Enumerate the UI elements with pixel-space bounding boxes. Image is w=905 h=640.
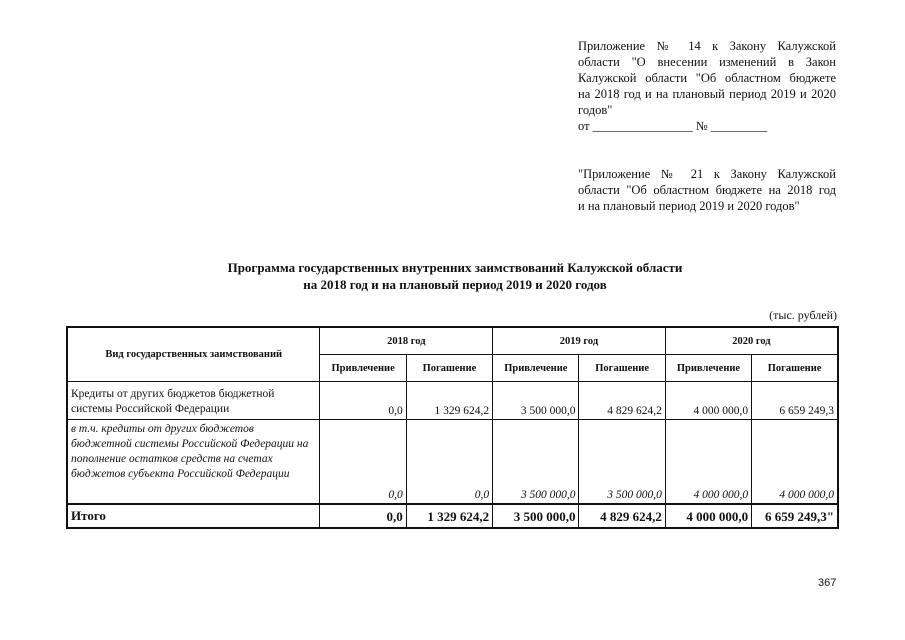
header-attraction-2020: Привлечение [665, 355, 751, 382]
table-row [67, 420, 838, 504]
annex1-line: области "О внесении изменений в Закон [578, 55, 836, 69]
annex2-line: и на плановый период 2019 и 2020 годов" [578, 199, 800, 213]
total-value: 6 659 249,3" [752, 504, 838, 528]
cell-value: 3 500 000,0 [493, 382, 579, 420]
total-value: 4 000 000,0 [665, 504, 751, 528]
header-year-2020: 2020 год [665, 327, 838, 355]
annex1-line: Приложение № 14 к Закону Калужской [578, 39, 836, 53]
annex-header-2 [578, 166, 836, 214]
total-value: 0,0 [320, 504, 406, 528]
header-repayment-2019: Погашение [579, 355, 665, 382]
header-borrowing-type: Вид государственных заимствований [67, 327, 320, 382]
units-note: (тыс. рублей) [769, 308, 837, 322]
cell-value: 4 000 000,0 [752, 420, 838, 504]
annex2-line: области "Об областном бюджете на 2018 год [578, 183, 836, 197]
header-year-2018: 2018 год [320, 327, 493, 355]
cell-value: 0,0 [320, 382, 406, 420]
cell-value: 0,0 [406, 420, 492, 504]
header-attraction-2018: Привлечение [320, 355, 406, 382]
title-line-2: на 2018 год и на плановый период 2019 и 2020 годов [303, 277, 607, 292]
header-repayment-2020: Погашение [752, 355, 838, 382]
annex1-line: на 2018 год и на плановый период 2019 и 2020 [578, 87, 836, 101]
total-label: Итого [67, 504, 320, 528]
cell-value: 4 829 624,2 [579, 382, 665, 420]
header-repayment-2018: Погашение [406, 355, 492, 382]
cell-value: 4 000 000,0 [665, 382, 751, 420]
page-number: 367 [818, 577, 837, 589]
title-line-1: Программа государственных внутренних заимствований Калужской области [227, 260, 683, 275]
total-value: 3 500 000,0 [493, 504, 579, 528]
cell-value: 6 659 249,3 [752, 382, 838, 420]
row-label: Кредиты от других бюджетов бюджетной системы Российской Федерации [67, 382, 320, 420]
total-row [67, 504, 838, 528]
header-attraction-2019: Привлечение [493, 355, 579, 382]
cell-value: 3 500 000,0 [493, 420, 579, 504]
annex1-line: годов" [578, 103, 613, 117]
document-title [150, 259, 760, 293]
annex-header-1 [578, 38, 836, 134]
annex1-line: Калужской области "Об областном бюджете [578, 71, 836, 85]
cell-value: 1 329 624,2 [406, 382, 492, 420]
annex1-signature-line: от ________________ № _________ [578, 119, 768, 133]
cell-value: 4 000 000,0 [665, 420, 751, 504]
cell-value: 0,0 [320, 420, 406, 504]
annex2-line: "Приложение № 21 к Закону Калужской [578, 167, 836, 181]
borrowing-program-table [66, 326, 839, 529]
row-label: в т.ч. кредиты от других бюджетов бюджетной системы Российской Федерации на пополнение остатков средств на счетах бюджетов субъекта Российской Федерации [67, 420, 320, 504]
total-value: 4 829 624,2 [579, 504, 665, 528]
header-year-2019: 2019 год [493, 327, 666, 355]
table-row [67, 382, 838, 420]
cell-value: 3 500 000,0 [579, 420, 665, 504]
total-value: 1 329 624,2 [406, 504, 492, 528]
